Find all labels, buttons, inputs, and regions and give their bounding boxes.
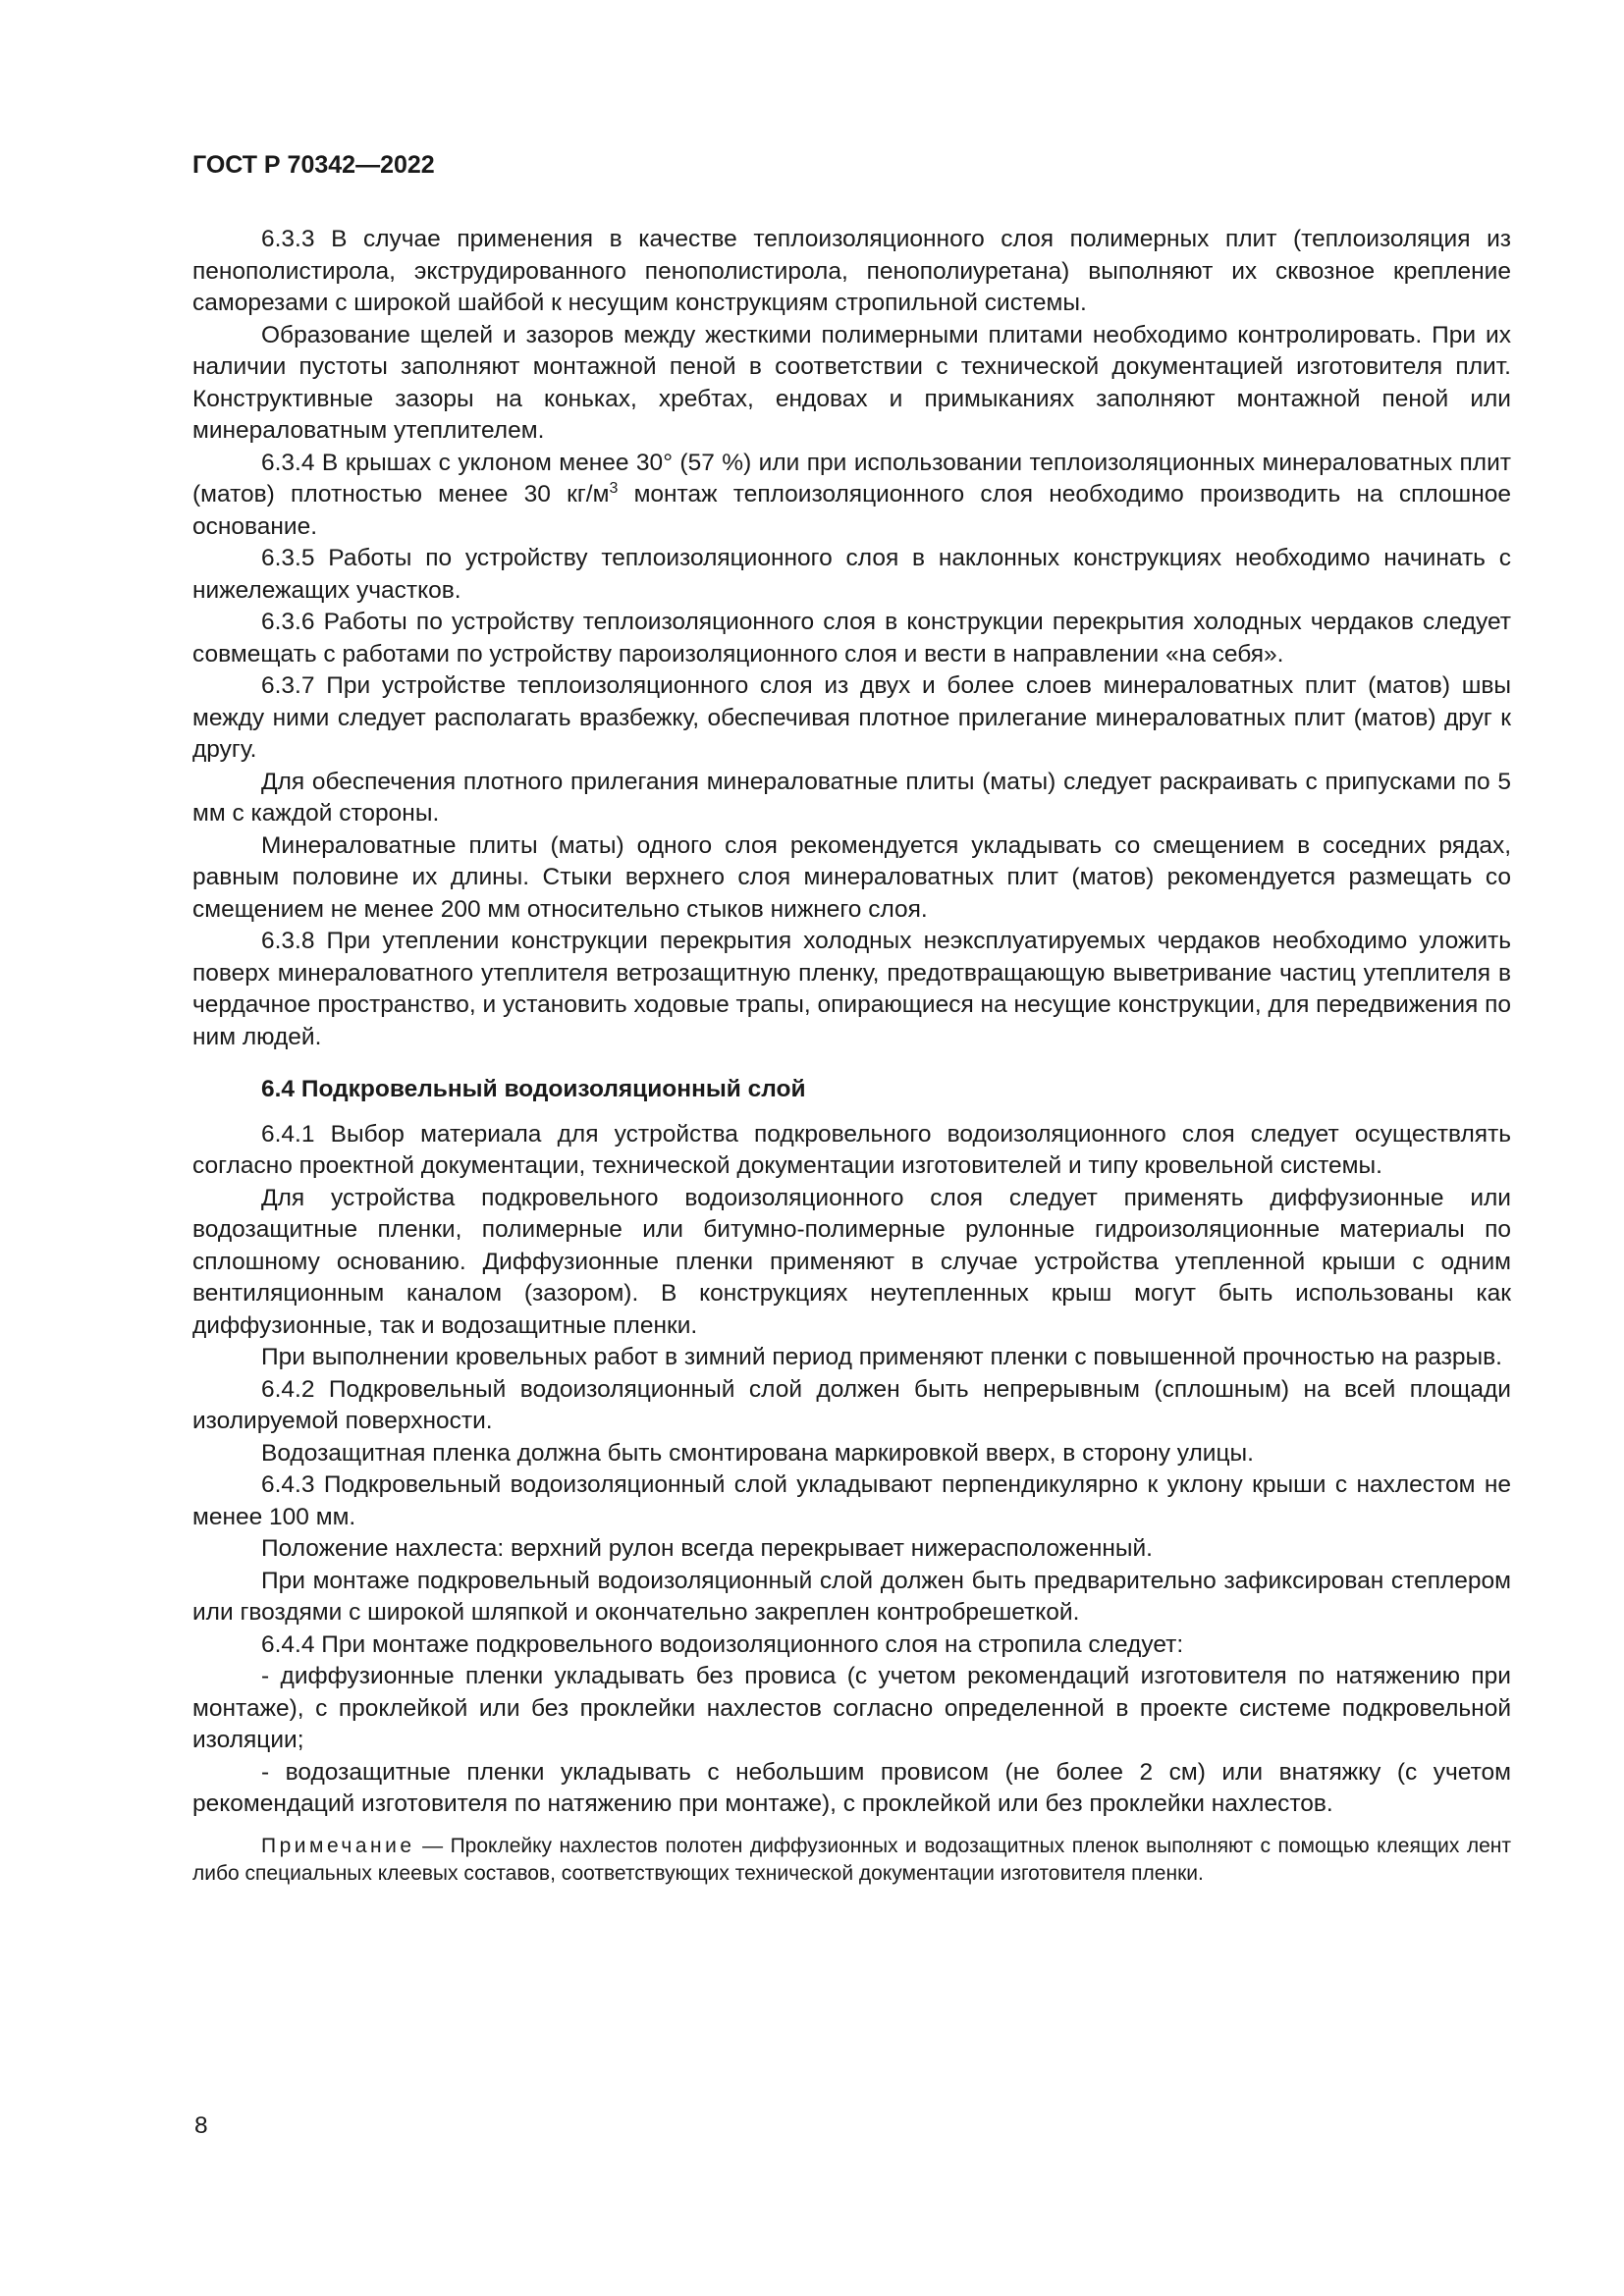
paragraph: Для устройства подкровельного водоизоляционного слоя следует применять диффузионные или водозащитные пленки, полимерные или битумно-полимерные рулонные гидроизоляционные материалы по сплошному основанию. Диффузионные пленки применяют в случае устройства утепленной крыши с одним вентиляционным каналом (зазором). В конструкциях неутепленных крыш могут быть использованы как диффузионные, так и водозащитные пленки. — [192, 1184, 1511, 1339]
paragraph-6-3-5: 6.3.5 Работы по устройству теплоизоляционного слоя в наклонных конструкциях необходимо начинать с нижележащих участков. — [192, 545, 1511, 604]
paragraph-6-4-4: 6.4.4 При монтаже подкровельного водоизоляционного слоя на стропила следует: — [261, 1630, 1184, 1658]
paragraph-6-3-6: 6.3.6 Работы по устройству теплоизоляционного слоя в конструкции перекрытия холодных чердаков следует совмещать с работами по устройству пароизоляционного слоя и вести в направлении «на себя». — [192, 609, 1511, 667]
paragraph-6-4-2: 6.4.2 Подкровельный водоизоляционный слой должен быть непрерывным (сплошным) на всей площади изолируемой поверхности. — [192, 1375, 1511, 1434]
superscript: 3 — [609, 479, 619, 497]
paragraph: Минераловатные плиты (маты) одного слоя рекомендуется укладывать со смещением в соседних рядах, равным половине их длины. Стыки верхнего слоя минераловатных плит (матов) рекомендуется размещать со смещением не менее 200 мм относительно стыков нижнего слоя. — [192, 831, 1511, 923]
paragraph: При монтаже подкровельный водоизоляционный слой должен быть предварительно зафиксирован степлером или гвоздями с широкой шляпкой и окончательно закреплен контробрешеткой. — [192, 1567, 1511, 1626]
section-heading-6-4: 6.4 Подкровельный водоизоляционный слой — [261, 1076, 806, 1102]
paragraph-6-3-4 — [192, 448, 1511, 544]
paragraph-6-3-3: 6.3.3 В случае применения в качестве теплоизоляционного слоя полимерных плит (теплоизоляция из пенополистирола, экструдированного пенополистирола, пенополиуретана) выполняют их сквозное крепление саморезами с широкой шайбой к несущим конструкциям стропильной системы. — [192, 226, 1511, 316]
paragraph-6-4-3: 6.4.3 Подкровельный водоизоляционный слой укладывают перпендикулярно к уклону крыши с нахлестом не менее 100 мм. — [192, 1471, 1511, 1530]
paragraph: Образование щелей и зазоров между жесткими полимерными плитами необходимо контролировать. При их наличии пустоты заполняют монтажной пеной в соответствии с технической документацией изготовителя плит. Конструктивные зазоры на коньках, хребтах, ендовах и примыканиях заполняют монтажной пеной или минераловатным утеплителем. — [192, 321, 1511, 444]
paragraph-6-4-1: 6.4.1 Выбор материала для устройства подкровельного водоизоляционного слоя следует осуществлять согласно проектной документации, технической документации изготовителей и типу кровельной системы. — [192, 1120, 1511, 1179]
document-body — [192, 224, 1511, 1888]
paragraph: Водозащитная пленка должна быть смонтирована маркировкой вверх, в сторону улицы. — [261, 1439, 1254, 1467]
document-header: ГОСТ Р 70342—2022 — [192, 151, 435, 179]
paragraph-6-3-7: 6.3.7 При устройстве теплоизоляционного слоя из двух и более слоев минераловатных плит (матов) швы между ними следует располагать вразбежку, обеспечивая плотное прилегание минераловатных плит (матов) друг к другу. — [192, 672, 1511, 763]
list-item: - диффузионные пленки укладывать без провиса (с учетом рекомендаций изготовителя по натяжению при монтаже), с проклейкой или без проклейки нахлестов согласно определенной в проекте системе подкровельной изоляции; — [192, 1663, 1511, 1753]
page-number: 8 — [194, 2112, 208, 2139]
paragraph-text: 6.3.4 В крышах с уклоном менее 30° (57 %) или при использовании теплоизоляционных минераловатных плит (матов) плотностью менее 30 кг/м — [192, 449, 1511, 507]
note — [192, 1833, 1511, 1888]
paragraph-text: монтаж теплоизоляционного слоя необходимо производить на сплошное основание. — [192, 481, 1511, 540]
list-item: - водозащитные пленки укладывать с небольшим провисом (не более 2 см) или внатяжку (с учетом рекомендаций изготовителя по натяжению при монтаже), с проклейкой или без проклейки нахлестов. — [192, 1758, 1511, 1817]
note-label: Примечание — [261, 1834, 415, 1857]
note-text: — Проклейку нахлестов полотен диффузионных и водозащитных пленок выполняют с помощью клеящих лент либо специальных клеевых составов, соответствующих технической документации изготовителя пленки. — [192, 1834, 1511, 1885]
paragraph: Положение нахлеста: верхний рулон всегда перекрывает нижерасположенный. — [261, 1535, 1153, 1562]
paragraph: Для обеспечения плотного прилегания минераловатные плиты (маты) следует раскраивать с припусками по 5 мм с каждой стороны. — [192, 768, 1511, 827]
paragraph-6-3-8: 6.3.8 При утеплении конструкции перекрытия холодных неэксплуатируемых чердаков необходимо уложить поверх минераловатного утеплителя ветрозащитную пленку, предотвращающую выветривание частиц утеплителя в чердачное пространство, и установить ходовые трапы, опирающиеся на несущие конструкции, для передвижения по ним людей. — [192, 928, 1511, 1050]
paragraph: При выполнении кровельных работ в зимний период применяют пленки с повышенной прочностью на разрыв. — [261, 1344, 1502, 1370]
